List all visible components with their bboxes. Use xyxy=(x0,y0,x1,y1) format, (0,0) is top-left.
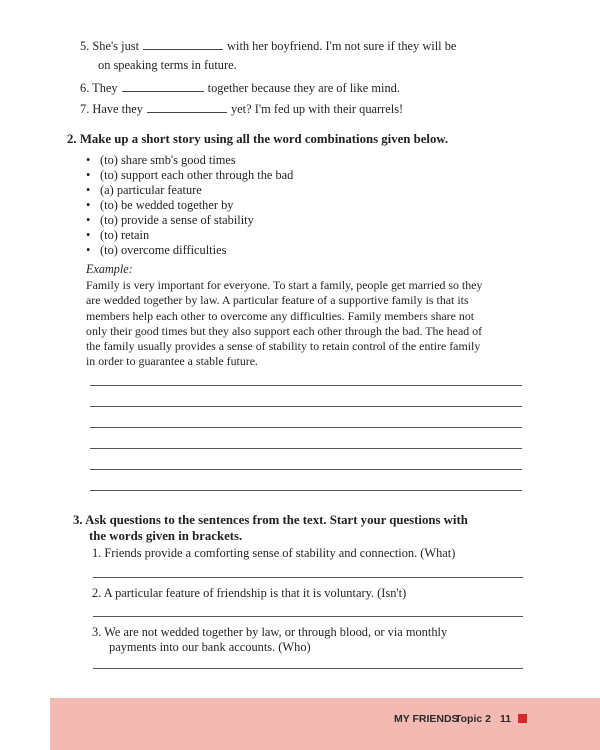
writing-line[interactable] xyxy=(90,427,522,428)
list-item: • (to) overcome difficulties xyxy=(86,243,227,257)
list-item: • (to) support each other through the bad xyxy=(86,168,294,182)
answer-line[interactable] xyxy=(93,668,523,669)
ex1-item-6: 6. They together because they are of like mind. xyxy=(80,81,400,95)
ex3-item-1: 1. Friends provide a comforting sense of stability and connection. (What) xyxy=(92,546,456,560)
answer-line[interactable] xyxy=(93,577,523,578)
list-item: • (a) particular feature xyxy=(86,183,202,197)
ex3-heading: 3. Ask questions to the sentences from the text. Start your questions with the words given in brackets. xyxy=(73,513,468,543)
ex3-item-3: 3. We are not wedded together by law, or through blood, or via monthly payments into our bank accounts. (Who) xyxy=(92,625,448,654)
list-item: • (to) share smb's good times xyxy=(86,153,236,167)
writing-line[interactable] xyxy=(90,469,522,470)
answer-blank[interactable] xyxy=(147,100,227,113)
ex3-item-2: 2. A particular feature of friendship is that it is voluntary. (Isn't) xyxy=(92,586,407,600)
ex1-item-5: 5. She's just with her boyfriend. I'm not sure if they will be xyxy=(80,39,457,53)
list-item: • (to) provide a sense of stability xyxy=(86,213,254,227)
example-paragraph: Family is very important for everyone. To start a family, people get married so they are wedded together by law. A particular feature of a supportive family is that its members help each other to overcome any difficulties. Family members share not only their good times but they also support each other through the bad. The head of the family usually provides a sense of stability to retain control of the entire family in order to guarantee a stable future. xyxy=(86,278,483,369)
footer-band xyxy=(50,698,600,750)
writing-line[interactable] xyxy=(90,385,522,386)
ex2-heading: 2. Make up a short story using all the word combinations given below. xyxy=(67,132,449,146)
ex1-item-5-continuation: on speaking terms in future. xyxy=(98,58,237,72)
writing-line[interactable] xyxy=(90,406,522,407)
list-item: • (to) be wedded together by xyxy=(86,198,234,212)
footer-section-title: MY FRIENDS xyxy=(394,713,459,725)
example-label: Example: xyxy=(86,262,133,276)
answer-line[interactable] xyxy=(93,616,523,617)
writing-line[interactable] xyxy=(90,448,522,449)
ex1-item-7: 7. Have they yet? I'm fed up with their quarrels! xyxy=(80,102,404,116)
list-item: • (to) retain xyxy=(86,228,150,242)
page-marker-square-icon xyxy=(518,714,527,723)
footer-topic: Topic 2 xyxy=(455,713,491,725)
answer-blank[interactable] xyxy=(122,79,204,92)
page-number: 11 xyxy=(500,713,512,725)
writing-line[interactable] xyxy=(90,490,522,491)
ex2-bullet-list xyxy=(86,153,293,258)
answer-blank[interactable] xyxy=(143,37,223,50)
